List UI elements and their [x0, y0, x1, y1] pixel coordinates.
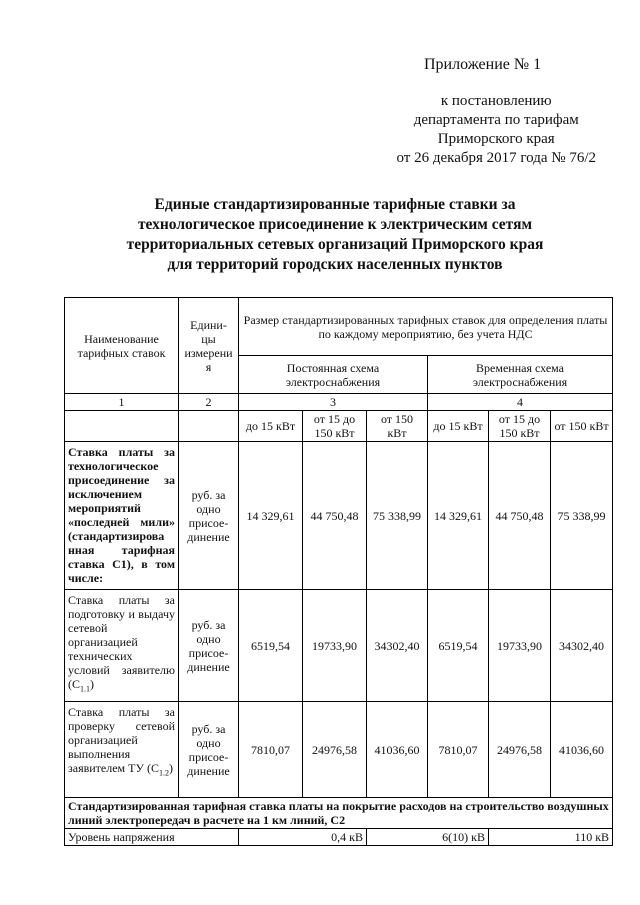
reference-line: от 26 декабря 2017 года № 76/2	[396, 150, 596, 166]
decree-reference	[396, 92, 596, 168]
title-line: территориальных сетевых организаций Приморского края	[126, 236, 544, 253]
header-temporary-scheme: Временная схема электроснабжения	[428, 356, 613, 394]
rate-value: 75 338,99	[551, 442, 613, 590]
voltage-value: 0,4 кВ	[239, 829, 367, 846]
range-header: до 15 кВт	[239, 411, 303, 442]
title-line: для территорий городских населенных пунктов	[167, 256, 503, 273]
rate-value: 7810,07	[428, 702, 489, 798]
rate-name: Ставка платы за технологическое присоединение за исключением мероприятий «последней мили» (стандартизирова нная тарифная ставка С1), в том числе:	[65, 442, 179, 590]
voltage-label: Уровень напряжения	[65, 829, 239, 846]
reference-line: к постановлению	[440, 93, 552, 109]
rate-value: 24976,58	[303, 702, 367, 798]
rate-value: 6519,54	[428, 590, 489, 702]
rate-value: 7810,07	[239, 702, 303, 798]
header-unit: Едини- цы измерени я	[179, 298, 239, 394]
rate-name-text: Ставка платы за подготовку и выдачу сетевой организацией технических условий заявителю (С	[68, 593, 175, 691]
rate-value: 19733,90	[303, 590, 367, 702]
rate-name-close: )	[90, 677, 94, 691]
empty-cell	[65, 411, 179, 442]
empty-cell	[179, 411, 239, 442]
range-header: от 15 до 150 кВт	[489, 411, 551, 442]
rate-name-text: Ставка платы за проверку сетевой организацией выполнения заявителем ТУ (С	[68, 705, 175, 775]
range-header: до 15 кВт	[428, 411, 489, 442]
column-number: 4	[428, 394, 613, 411]
rate-name-subscript: 1.1	[80, 684, 90, 694]
rate-value: 19733,90	[489, 590, 551, 702]
reference-line: департамента по тарифам	[413, 112, 579, 128]
range-header: от 150 кВт	[367, 411, 428, 442]
rate-value: 14 329,61	[239, 442, 303, 590]
table-row	[65, 442, 613, 590]
rate-value: 41036,60	[367, 702, 428, 798]
table-row	[65, 590, 613, 702]
rate-name	[65, 590, 179, 702]
rate-value: 75 338,99	[367, 442, 428, 590]
rate-value: 34302,40	[367, 590, 428, 702]
tariff-table	[64, 297, 613, 846]
rate-name-close: )	[168, 761, 173, 775]
rate-name-subscript: 1.2	[158, 768, 169, 778]
rate-unit: руб. за одно присое- динение	[179, 442, 239, 590]
column-number: 3	[239, 394, 428, 411]
rate-value: 24976,58	[489, 702, 551, 798]
voltage-value: 110 кВ	[489, 829, 613, 846]
rate-value: 34302,40	[551, 590, 613, 702]
title-line: технологическое присоединение к электрическим сетям	[137, 216, 533, 233]
section-c2-heading: Стандартизированная тарифная ставка платы на покрытие расходов на строительство воздушных линий электропередач в расчете на 1 км линий, С2	[65, 798, 613, 829]
rate-value: 41036,60	[551, 702, 613, 798]
rate-unit: руб. за одно присое- динение	[179, 590, 239, 702]
voltage-value: 6(10) кВ	[367, 829, 489, 846]
rate-name	[65, 702, 179, 798]
rate-value: 14 329,61	[428, 442, 489, 590]
header-permanent-scheme: Постоянная схема электроснабжения	[239, 356, 428, 394]
column-number: 1	[65, 394, 179, 411]
reference-line: Приморского края	[437, 131, 555, 147]
rate-value: 6519,54	[239, 590, 303, 702]
rate-unit: руб. за одно присое- динение	[179, 702, 239, 798]
appendix-label: Приложение № 1	[424, 56, 542, 73]
rate-value: 44 750,48	[303, 442, 367, 590]
range-header: от 150 кВт	[551, 411, 613, 442]
table-row	[65, 702, 613, 798]
header-size: Размер стандартизированных тарифных ставок для определения платы по каждому мероприятию, без учета НДС	[239, 298, 613, 356]
rate-value: 44 750,48	[489, 442, 551, 590]
range-header: от 15 до 150 кВт	[303, 411, 367, 442]
title-line: Единые стандартизированные тарифные ставки за	[154, 196, 516, 213]
column-number: 2	[179, 394, 239, 411]
header-name: Наименование тарифных ставок	[65, 298, 179, 394]
document-title	[90, 195, 580, 275]
